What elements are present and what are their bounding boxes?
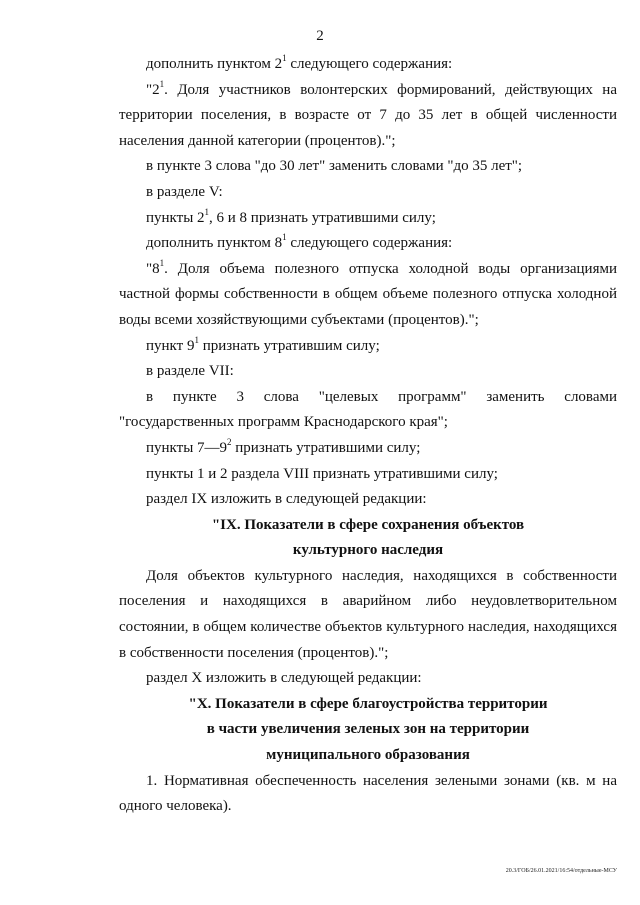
paragraph-text: признать утратившими силу; [231, 439, 421, 456]
document-body [119, 52, 617, 820]
paragraph-text: пункты 2 [146, 209, 205, 226]
superscript: 1 [194, 334, 199, 345]
footer-code: 20.3/ГОБ/26.01.2021/16:54/отдельные-МСУ [505, 868, 617, 874]
paragraph [119, 180, 617, 206]
paragraph [119, 666, 617, 692]
paragraph [119, 206, 617, 232]
section-heading-line: в части увеличения зеленых зон на территории [206, 721, 530, 738]
paragraph [119, 257, 617, 334]
paragraph-text: раздел IX изложить в следующей редакции: [146, 491, 427, 508]
section-heading-line: культурного наследия [292, 542, 444, 559]
paragraph-text: признать утратившим силу; [198, 337, 380, 354]
paragraph [119, 78, 617, 155]
paragraph [119, 359, 617, 385]
paragraph-text: пункты 7—9 [146, 439, 228, 456]
paragraph-text: , 6 и 8 признать утратившими силу; [209, 209, 436, 226]
superscript: 1 [282, 232, 287, 243]
paragraph-text: в разделе V: [146, 183, 223, 200]
paragraph-text: в пункте 3 слова "целевых программ" заменить словами "государственных программ Краснодарского края"; [119, 388, 617, 431]
paragraph [119, 334, 617, 360]
superscript: 1 [159, 78, 165, 89]
paragraph [119, 564, 617, 666]
page-number: 2 [316, 28, 324, 44]
paragraph [119, 154, 617, 180]
superscript: 1 [282, 53, 287, 63]
paragraph-text: следующего содержания: [286, 56, 453, 72]
section-heading-line: "IX. Показатели в сфере сохранения объектов [211, 516, 525, 533]
paragraph-text: Доля объектов культурного наследия, находящихся в собственности поселения и находящихся в аварийном либо неудовлетворительном состоянии, в общем количестве объектов культурного наследия, находящихся в собственности поселения (процентов)."; [119, 567, 617, 661]
paragraph-text: . Доля участников волонтерских формирований, действующих на территории поселения, в возрасте от 7 до 35 лет в общей численности населения данной категории (процентов)."; [119, 81, 617, 149]
paragraph-text: в разделе VII: [146, 363, 234, 380]
paragraph [119, 436, 617, 462]
paragraph-text: "2 [146, 81, 160, 98]
paragraph [119, 231, 617, 257]
paragraph [119, 52, 617, 78]
paragraph-text: пункт 9 [146, 337, 195, 354]
paragraph [119, 769, 617, 820]
superscript: 2 [227, 436, 232, 447]
paragraph-text: пункты 1 и 2 раздела VIII признать утратившими силу; [146, 465, 498, 482]
paragraph [119, 385, 617, 436]
paragraph-text: "8 [146, 260, 160, 277]
paragraph [119, 487, 617, 513]
superscript: 1 [204, 206, 210, 217]
paragraph-text: дополнить пунктом 8 [146, 235, 283, 252]
superscript: 1 [159, 257, 165, 268]
paragraph-text: раздел X изложить в следующей редакции: [146, 670, 422, 687]
paragraph-text: следующего содержания: [286, 235, 453, 252]
paragraph [119, 462, 617, 488]
paragraph-text: в пункте 3 слова "до 30 лет" заменить словами "до 35 лет"; [146, 158, 523, 175]
section-heading-line: "X. Показатели в сфере благоустройства территории [188, 695, 548, 712]
paragraph-text: дополнить пунктом 2 [146, 56, 283, 72]
paragraph-text: . Доля объема полезного отпуска холодной воды организациями частной формы собственности в общем объеме полезного отпуска холодной воды всеми хозяйствующими субъектами (процентов)."; [119, 260, 617, 328]
paragraph-text: 1. Нормативная обеспеченность населения зелеными зонами (кв. м на одного человека). [119, 772, 617, 815]
section-heading-line: муниципального образования [266, 747, 470, 764]
